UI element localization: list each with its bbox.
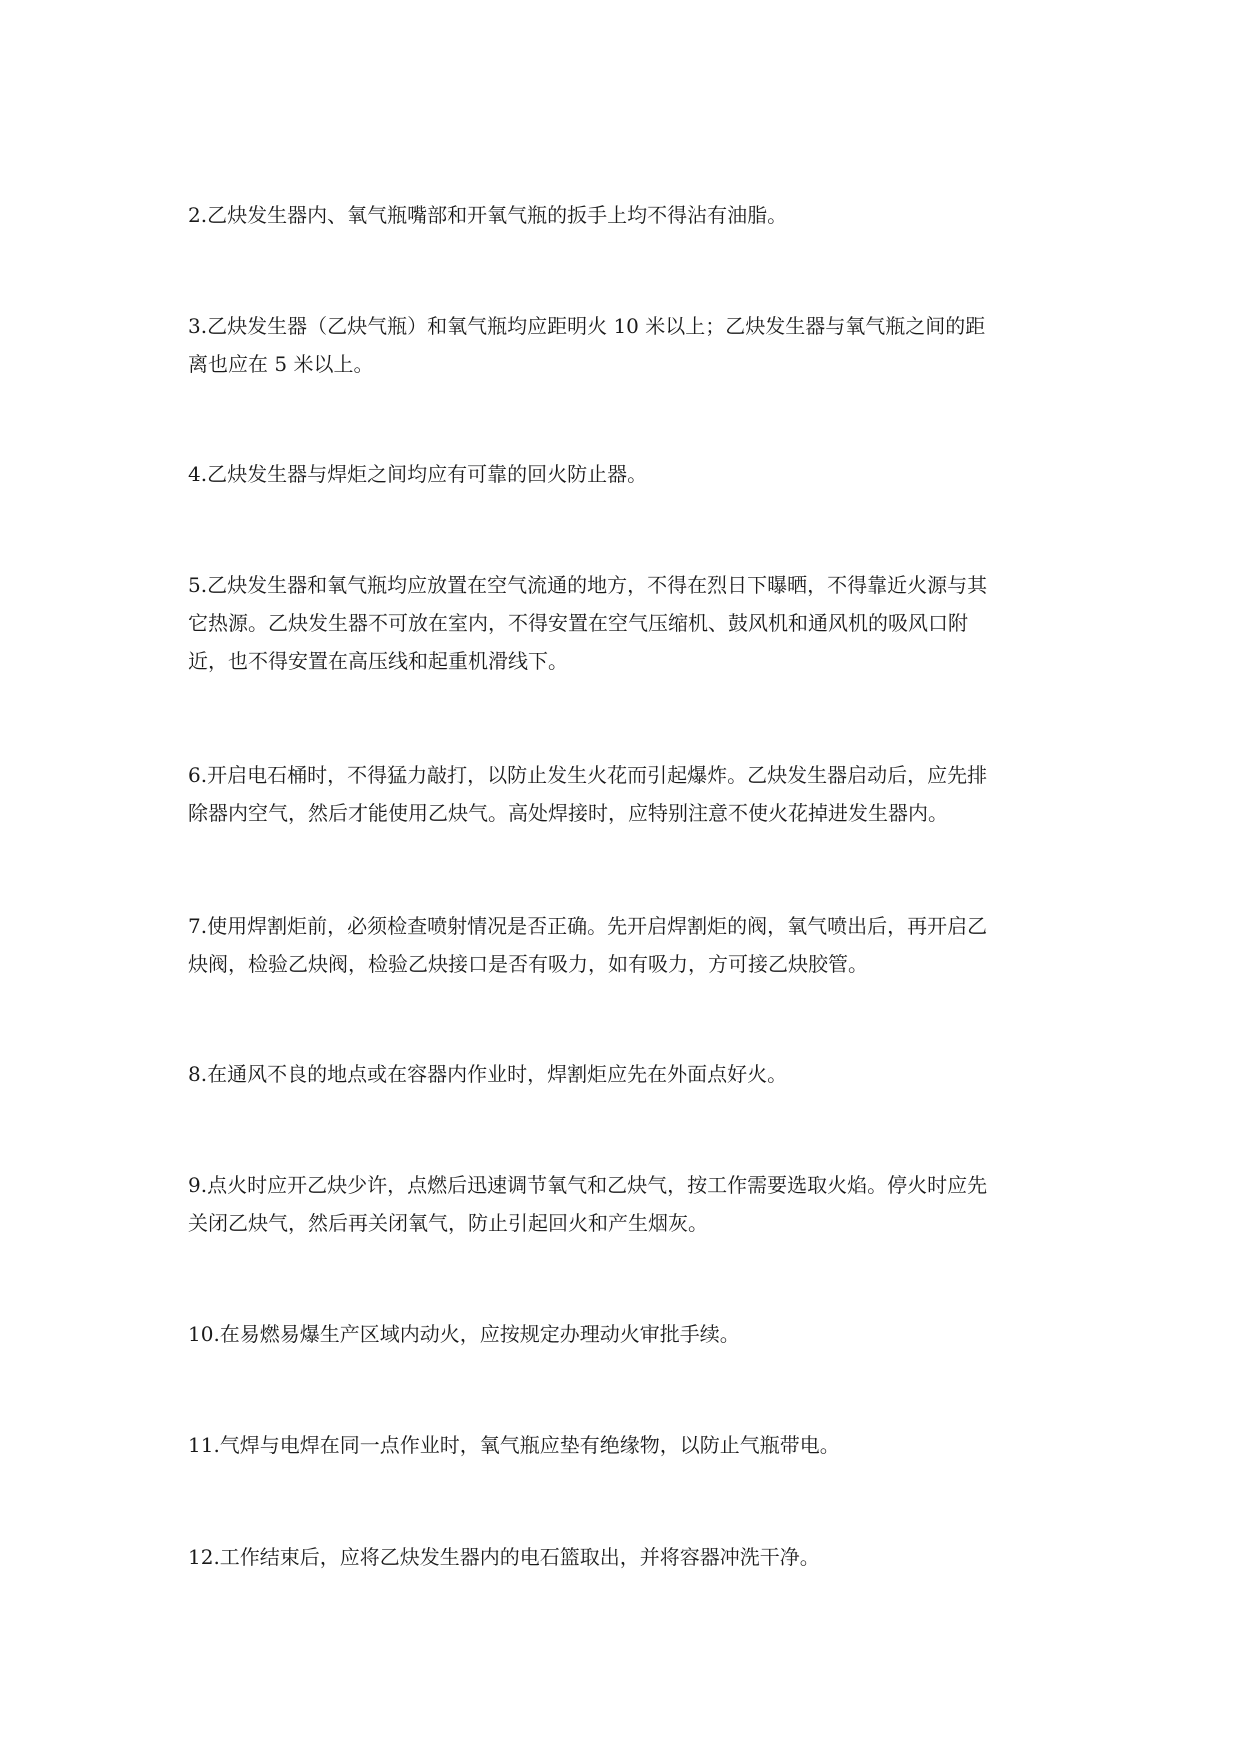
paragraph-item-5 bbox=[188, 566, 1058, 680]
paragraph-line: 6.开启电石桶时，不得猛力敲打，以防止发生火花而引起爆炸。乙炔发生器启动后，应先排 bbox=[188, 763, 988, 787]
paragraph-line: 8.在通风不良的地点或在容器内作业时，焊割炬应先在外面点好火。 bbox=[188, 1062, 788, 1086]
paragraph-line: 它热源。乙炔发生器不可放在室内，不得安置在空气压缩机、鼓风机和通风机的吸风口附 bbox=[188, 611, 968, 635]
paragraph-item-10 bbox=[188, 1315, 1058, 1353]
paragraph-line: 10.在易燃易爆生产区域内动火，应按规定办理动火审批手续。 bbox=[188, 1322, 740, 1346]
paragraph-line: 炔阀，检验乙炔阀，检验乙炔接口是否有吸力，如有吸力，方可接乙炔胶管。 bbox=[188, 952, 868, 976]
paragraph-item-6 bbox=[188, 756, 1058, 832]
paragraph-line: 9.点火时应开乙炔少许，点燃后迅速调节氧气和乙炔气，按工作需要选取火焰。停火时应先 bbox=[188, 1173, 988, 1197]
paragraph-line: 近，也不得安置在高压线和起重机滑线下。 bbox=[188, 649, 568, 673]
paragraph-line: 离也应在 5 米以上。 bbox=[188, 352, 374, 376]
paragraph-line: 5.乙炔发生器和氧气瓶均应放置在空气流通的地方，不得在烈日下曝晒，不得靠近火源与其 bbox=[188, 573, 988, 597]
paragraph-line: 4.乙炔发生器与焊炬之间均应有可靠的回火防止器。 bbox=[188, 462, 648, 486]
paragraph-item-4 bbox=[188, 455, 1058, 493]
paragraph-item-7 bbox=[188, 907, 1058, 983]
paragraph-item-3 bbox=[188, 307, 1058, 383]
paragraph-line: 7.使用焊割炬前，必须检查喷射情况是否正确。先开启焊割炬的阀，氧气喷出后，再开启乙 bbox=[188, 914, 988, 938]
paragraph-item-11 bbox=[188, 1426, 1058, 1464]
paragraph-line: 2.乙炔发生器内、氧气瓶嘴部和开氧气瓶的扳手上均不得沾有油脂。 bbox=[188, 203, 788, 227]
paragraph-item-9 bbox=[188, 1166, 1058, 1242]
paragraph-line: 3.乙炔发生器（乙炔气瓶）和氧气瓶均应距明火 10 米以上；乙炔发生器与氧气瓶之间的距 bbox=[188, 314, 986, 338]
paragraph-line: 关闭乙炔气，然后再关闭氧气，防止引起回火和产生烟灰。 bbox=[188, 1211, 708, 1235]
paragraph-line: 除器内空气，然后才能使用乙炔气。高处焊接时，应特别注意不使火花掉进发生器内。 bbox=[188, 801, 948, 825]
paragraph-line: 11.气焊与电焊在同一点作业时，氧气瓶应垫有绝缘物，以防止气瓶带电。 bbox=[188, 1433, 840, 1457]
paragraph-item-12 bbox=[188, 1538, 1058, 1576]
paragraph-item-8 bbox=[188, 1055, 1058, 1093]
paragraph-line: 12.工作结束后，应将乙炔发生器内的电石篮取出，并将容器冲洗干净。 bbox=[188, 1545, 820, 1569]
paragraph-item-2 bbox=[188, 196, 1058, 234]
